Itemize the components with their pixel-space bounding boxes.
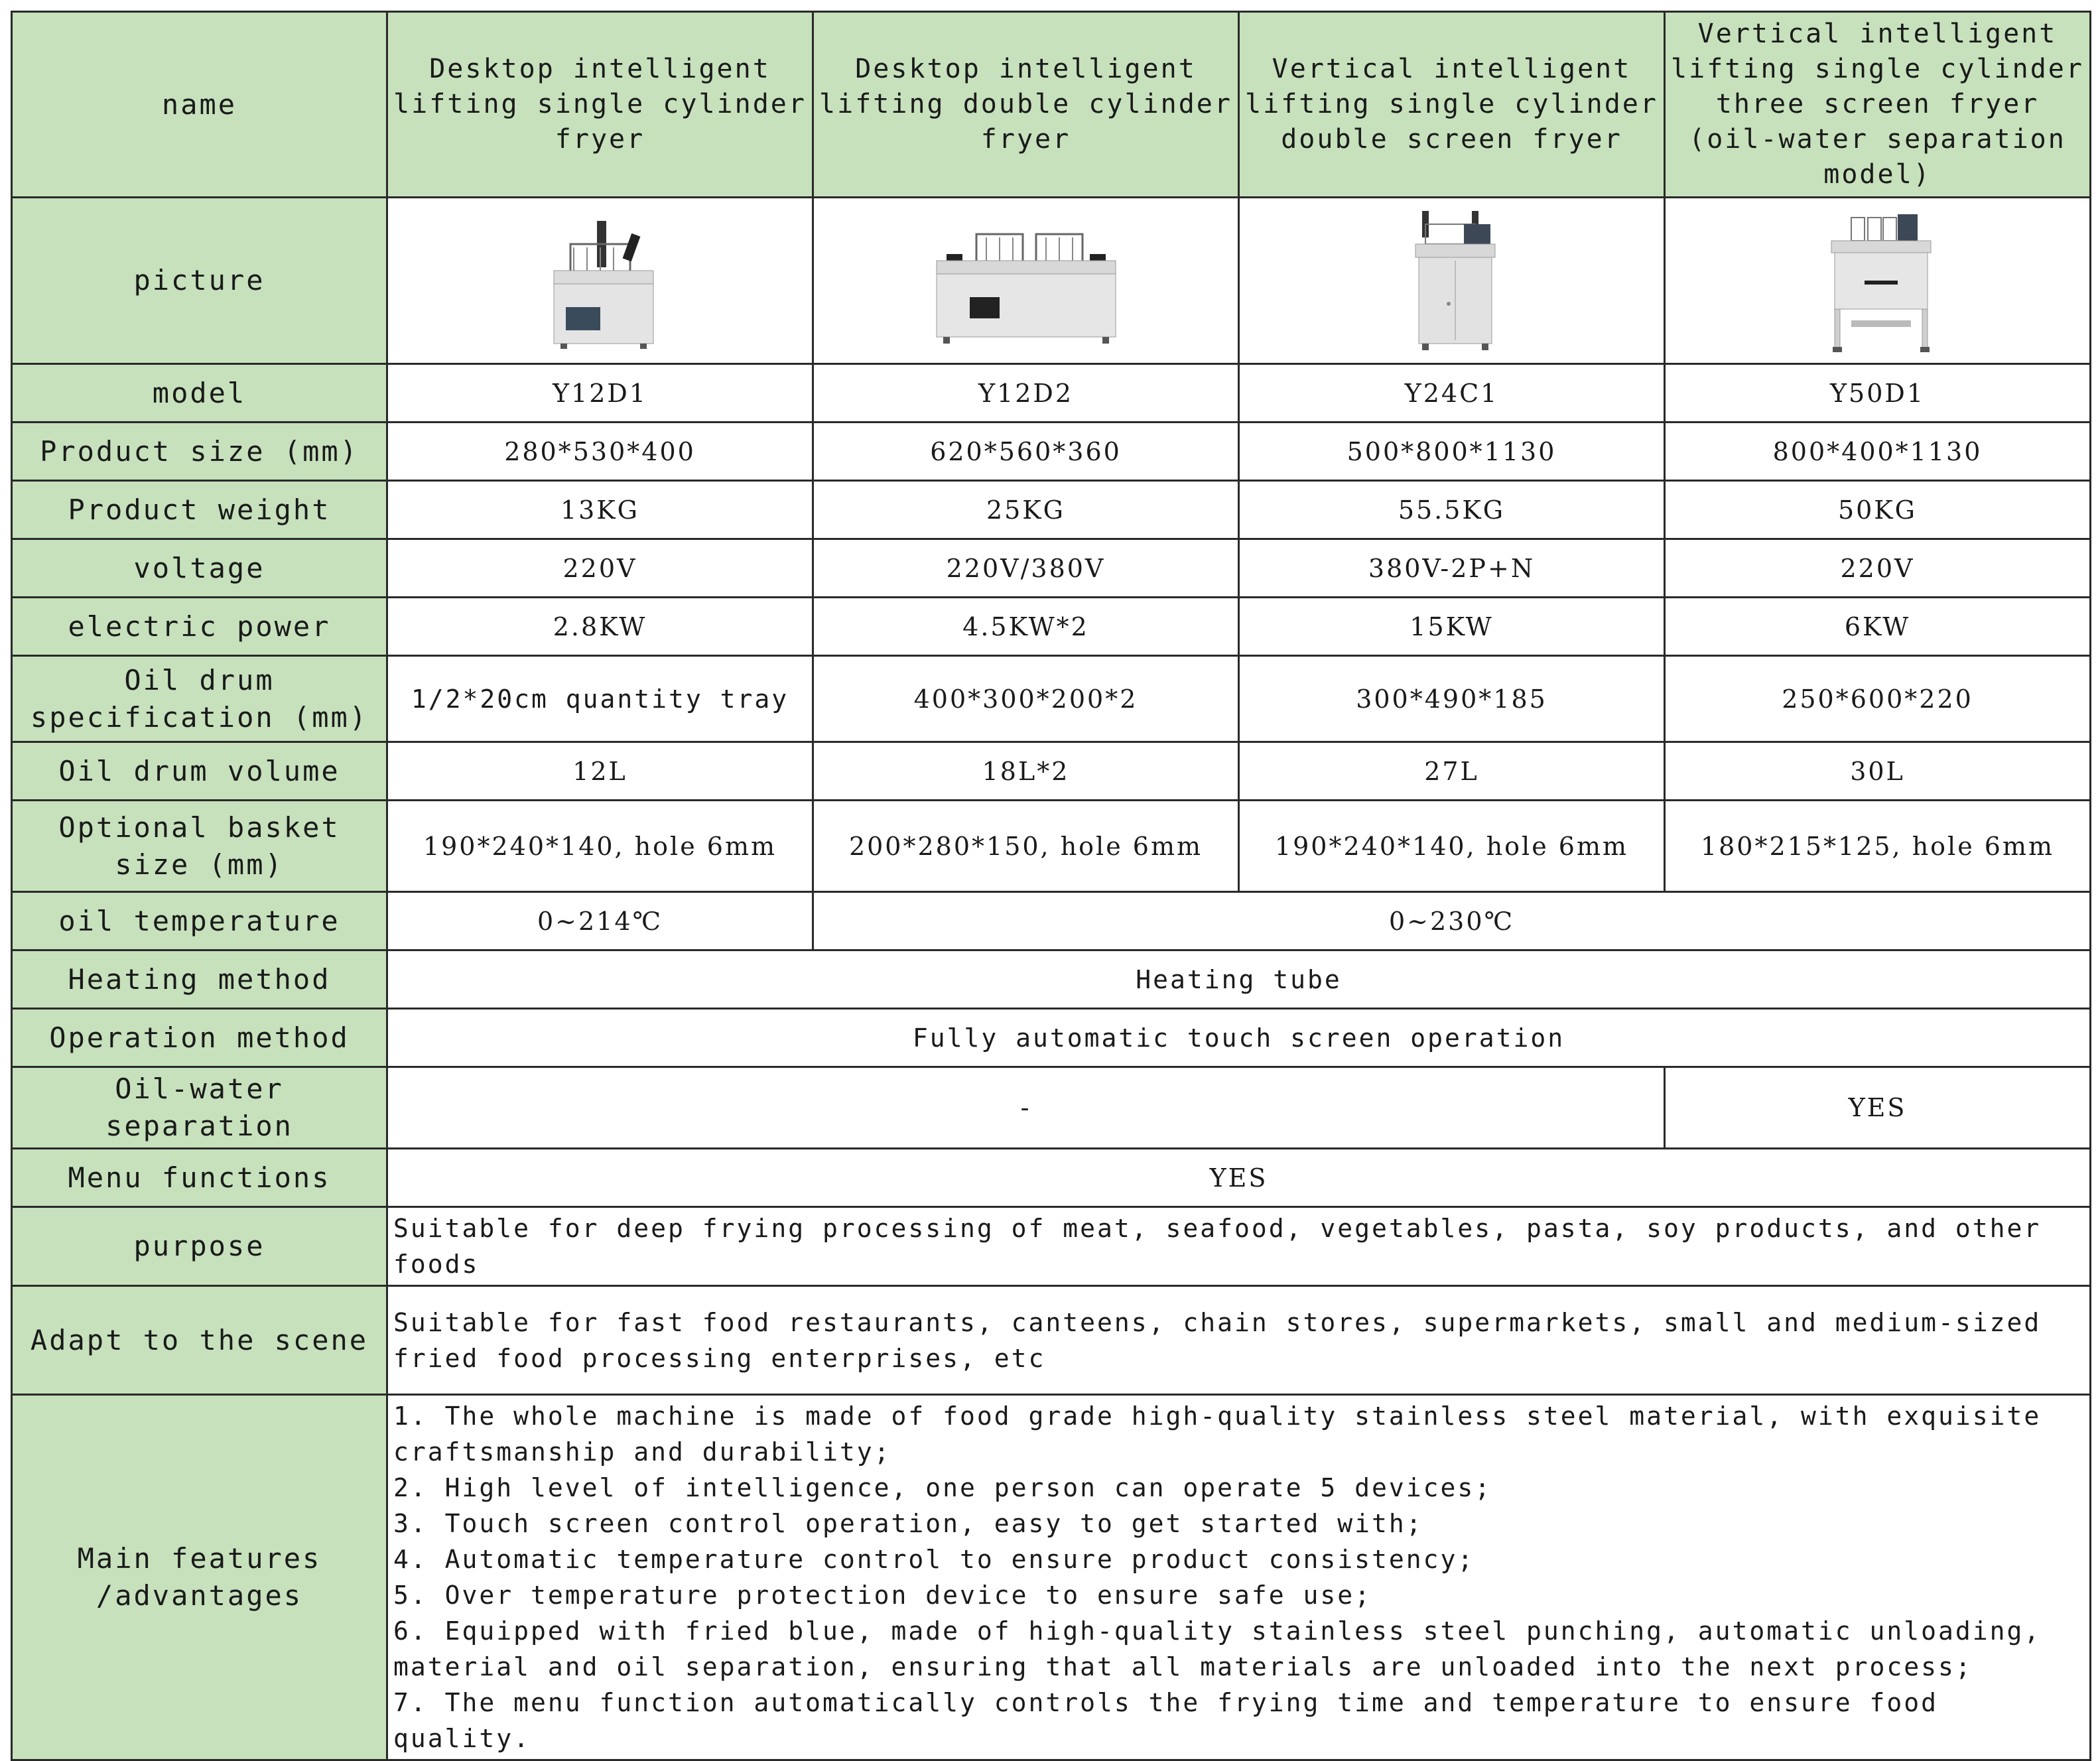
power-value-2: 4.5KW*2 [813,598,1239,656]
oil-water-row [12,1067,2091,1149]
basket-row [12,801,2091,892]
feature-item: 4. Automatic temperature control to ensure product consistency; [393,1545,1475,1574]
features-list [387,1395,2091,1760]
drum-volume-value-1: 12L [387,742,813,801]
basket-value-3: 190*240*140, hole 6mm [1239,801,1665,892]
drum-spec-value-1: 1/2*20cm quantity tray [387,656,813,742]
size-value-1: 280*530*400 [387,423,813,481]
heating-value: Heating tube [387,950,2091,1009]
feature-item: 6. Equipped with fried blue, made of high-quality stainless steel punching, automatic unloading, material and oil separation, ensuring that all materials are unloaded into the next process; [393,1616,2042,1681]
features-label: Main features /advantages [12,1395,387,1760]
vertical-double-screen-fryer-image [1239,198,1665,364]
oil-temp-label: oil temperature [12,892,387,950]
size-value-2: 620*560*360 [813,423,1239,481]
power-row [12,598,2091,656]
features-row [12,1395,2091,1760]
drum-volume-value-4: 30L [1665,742,2091,801]
drum-volume-row [12,742,2091,801]
size-row [12,423,2091,481]
product-name-4: Vertical intelligent lifting single cylinder three screen fryer (oil-water separation model) [1665,12,2091,198]
purpose-row [12,1207,2091,1286]
menu-value: YES [387,1149,2091,1207]
feature-item: 3. Touch screen control operation, easy to get started with; [393,1509,1423,1538]
basket-value-2: 200*280*150, hole 6mm [813,801,1239,892]
model-row [12,364,2091,423]
drum-spec-label: Oil drum specification (mm) [12,656,387,742]
basket-value-1: 190*240*140, hole 6mm [387,801,813,892]
model-value-4: Y50D1 [1665,364,2091,423]
model-value-2: Y12D2 [813,364,1239,423]
scene-row [12,1286,2091,1395]
drum-volume-value-3: 27L [1239,742,1665,801]
weight-row [12,481,2091,539]
purpose-value: Suitable for deep frying processing of meat, seafood, vegetables, pasta, soy products, and other foods [387,1207,2091,1286]
picture-label: picture [12,198,387,364]
size-label: Product size (mm) [12,423,387,481]
drum-spec-value-4: 250*600*220 [1665,656,2091,742]
drum-spec-value-2: 400*300*200*2 [813,656,1239,742]
drum-volume-value-2: 18L*2 [813,742,1239,801]
model-value-1: Y12D1 [387,364,813,423]
voltage-row [12,539,2091,598]
operation-value: Fully automatic touch screen operation [387,1009,2091,1067]
basket-value-4: 180*215*125, hole 6mm [1665,801,2091,892]
drum-spec-value-3: 300*490*185 [1239,656,1665,742]
feature-item: 5. Over temperature protection device to ensure safe use; [393,1581,1372,1610]
weight-value-4: 50KG [1665,481,2091,539]
operation-label: Operation method [12,1009,387,1067]
operation-row [12,1009,2091,1067]
heating-label: Heating method [12,950,387,1009]
single-fryer-image [387,198,813,364]
picture-row [12,198,2091,364]
oil-water-value-1: - [387,1067,1665,1149]
product-name-1: Desktop intelligent lifting single cylinder fryer [387,12,813,198]
menu-row [12,1149,2091,1207]
feature-item: 1. The whole machine is made of food grade high-quality stainless steel material, with exquisite craftsmanship and durability; [393,1402,2042,1467]
size-value-4: 800*400*1130 [1665,423,2091,481]
power-label: electric power [12,598,387,656]
oil-temp-value-2: 0~230℃ [813,892,2091,950]
oil-water-label: Oil-water separation [12,1067,387,1149]
power-value-4: 6KW [1665,598,2091,656]
purpose-label: purpose [12,1207,387,1286]
feature-item: 2. High level of intelligence, one person can operate 5 devices; [393,1473,1492,1502]
weight-value-1: 13KG [387,481,813,539]
weight-value-3: 55.5KG [1239,481,1665,539]
size-value-3: 500*800*1130 [1239,423,1665,481]
oil-temp-value-1: 0~214℃ [387,892,813,950]
voltage-value-2: 220V/380V [813,539,1239,598]
voltage-value-3: 380V-2P+N [1239,539,1665,598]
model-value-3: Y24C1 [1239,364,1665,423]
power-value-3: 15KW [1239,598,1665,656]
product-spec-table [11,11,2091,1761]
heating-row [12,950,2091,1009]
drum-spec-row [12,656,2091,742]
scene-value: Suitable for fast food restaurants, canteens, chain stores, supermarkets, small and medium-sized fried food processing enterprises, etc [387,1286,2091,1395]
voltage-value-4: 220V [1665,539,2091,598]
weight-label: Product weight [12,481,387,539]
voltage-value-1: 220V [387,539,813,598]
product-name-3: Vertical intelligent lifting single cylinder double screen fryer [1239,12,1665,198]
menu-label: Menu functions [12,1149,387,1207]
header-row [12,12,2091,198]
drum-volume-label: Oil drum volume [12,742,387,801]
feature-item: 7. The menu function automatically controls the frying time and temperature to ensure food quality. [393,1688,1939,1753]
voltage-label: voltage [12,539,387,598]
name-label: name [12,12,387,198]
power-value-1: 2.8KW [387,598,813,656]
vertical-three-screen-fryer-image [1665,198,2091,364]
double-fryer-image [813,198,1239,364]
oil-water-value-2: YES [1665,1067,2091,1149]
basket-label: Optional basket size (mm) [12,801,387,892]
model-label: model [12,364,387,423]
scene-label: Adapt to the scene [12,1286,387,1395]
product-name-2: Desktop intelligent lifting double cylinder fryer [813,12,1239,198]
weight-value-2: 25KG [813,481,1239,539]
oil-temp-row [12,892,2091,950]
